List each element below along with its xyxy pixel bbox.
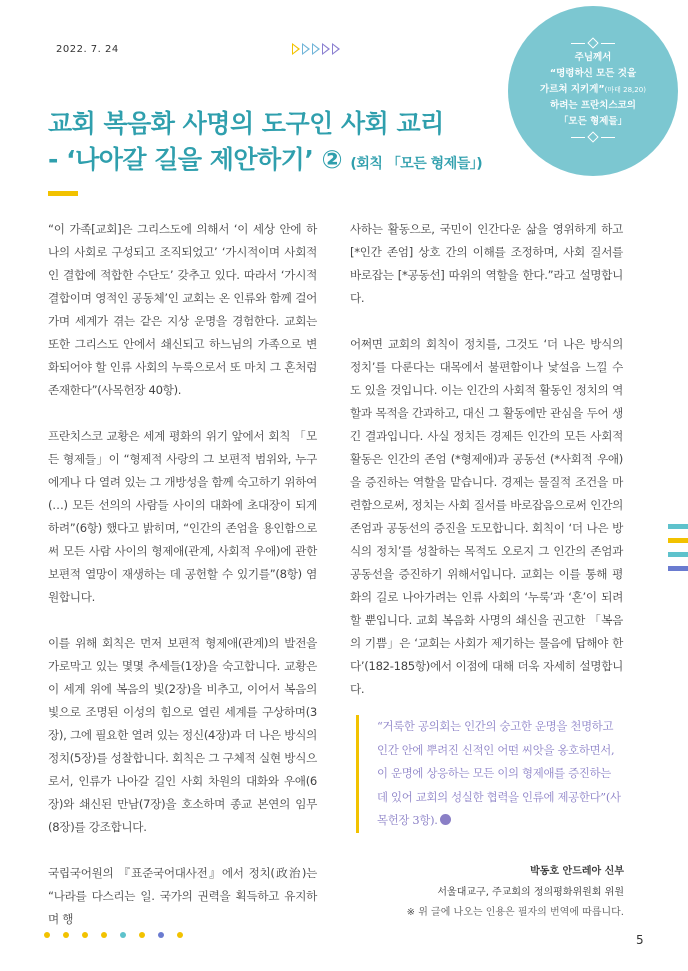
pull-quote	[356, 715, 624, 833]
arrow-decoration	[292, 43, 340, 55]
article-title-main: - ‘나아갈 길을 제안하기’ ②	[48, 145, 343, 174]
quote-text: “거룩한 공의회는 인간의 숭고한 운명을 천명하고 인간 안에 뿌려진 신적인 어떤 씨앗을 옹호하면서, 이 운명에 상응하는 모든 이의 형제애를 증진하는 데 있어 교회의 성실한 협력을 인류에 제공한다”(사목헌장 3항).	[377, 719, 621, 827]
diamond-icon	[587, 131, 598, 142]
author-block	[437, 862, 624, 898]
color-bar	[668, 566, 688, 571]
dot-icon	[101, 932, 107, 938]
dot-icon	[120, 932, 126, 938]
badge-line: “명령하신 모든 것을	[549, 68, 637, 79]
arrow-icon	[302, 43, 310, 55]
paragraph: 어쩌면 교회의 회칙이 정치를, 그것도 ‘더 나은 방식의 정치’를 다룬다는 대목에서 불편함이나 낯설음 느낄 수도 있을 것입니다. 이는 인간의 사회적 활동인 정치의 역할과 목적을 간과하고, 대신 그 활동에만 관심을 두어 생긴 결과입니다. 사실 정치든 경제든 인간의 모든 사회적 활동은 인간의 존엄 (*형제애)과 공동선 (*사회적 우애)을 증진하는 역할을 맡습니다. 경제는 물질적 조건을 마련함으로써, 정치는 사회 질서를 바로잡음으로써 인간의 존엄과 공동선의 증진을 도모합니다. 회칙이 ‘더 나은 방식의 정치’를 성찰하는 목적도 오로지 그 인간의 존엄과 공동선을 증진하기 위해서입니다. 교회는 이를 통해 평화의 길로 나아가려는 인류 사회의 ‘누룩’과 ‘혼’이 되려 할 뿐입니다. 교회 복음화 사명의 쇄신을 권고한 「복음의 기쁨」은 ‘교회는 사회가 제기하는 물음에 답해야 한다’(182-185항)에서 이점에 대해 더욱 자세히 설명합니다.	[350, 337, 623, 696]
badge-citation: (마태 28,20)	[604, 86, 646, 94]
paragraph: 사하는 활동으로, 국민이 인간다운 삶을 영위하게 하고 [*인간 존엄] 상호 간의 이해를 조정하며, 사회 질서를 바로잡는 [*공동선] 따위의 역할을 한다.”라고 설명합니다.	[350, 222, 623, 305]
translation-note: ※ 위 글에 나오는 인용은 필자의 번역에 따릅니다.	[406, 907, 624, 918]
dot-decoration	[44, 932, 183, 938]
paragraph: 프란치스코 교황은 세계 평화의 위기 앞에서 회칙 「모든 형제들」이 “형제적 사랑의 그 보편적 범위와, 누구에게나 다 열려 있는 그 개방성을 함께 숙고하기 위하여 (…) 모든 선의의 사람들 사이의 대화에 초대장이 되게 하려”(6항) 했다고 밝히며, “인간의 존엄을 용인함으로써 모든 사람 사이의 형제애(관계, 사회적 우애)에 관한 보편적 열망이 재생하는 데 공헌할 수 있기를”(8항) 염원합니다.	[48, 429, 317, 604]
paragraph: 국립국어원의 『표준국어대사전』에서 정치(政治)는 “나라를 다스리는 일. 국가의 권력을 획득하고 유지하며 행	[48, 866, 317, 926]
dot-icon	[82, 932, 88, 938]
dot-icon	[139, 932, 145, 938]
issue-date: 2022. 7. 24	[56, 44, 119, 55]
paragraph: 이를 위해 회칙은 먼저 보편적 형제애(관계)의 발전을 가로막고 있는 몇몇 추세들(1장)을 숙고합니다. 교황은 이 세계 위에 복음의 빛(2장)을 비추고, 이어서 복음의 빛으로 조명된 이성의 힘으로 열린 세계를 구상하며(3장), 그에 필요한 열려 있는 정신(4장)과 더 나은 방식의 정치(5장)를 성찰합니다. 회칙은 그 구체적 실현 방식으로서, 인류가 나아갈 길인 사회 차원의 대화와 우애(6장)와 쇄신된 만남(7장)을 호소하며 종교 본연의 임무(8장)를 강조합니다.	[48, 636, 317, 834]
dot-icon	[158, 932, 164, 938]
arrow-icon	[332, 43, 340, 55]
article-subtitle: (회칙 「모든 형제들」)	[350, 156, 483, 172]
title-underline	[48, 191, 78, 196]
arrow-icon	[312, 43, 320, 55]
diamond-ornament	[508, 38, 678, 48]
diamond-icon	[587, 37, 598, 48]
dot-icon	[44, 932, 50, 938]
dot-icon	[63, 932, 69, 938]
color-bar	[668, 524, 688, 529]
arrow-icon	[322, 43, 330, 55]
badge-line: 주님께서	[574, 52, 612, 63]
badge-line: 「모든 형제들」	[558, 116, 628, 127]
arrow-icon	[292, 43, 300, 55]
paragraph: “이 가족[교회]은 그리스도에 의해서 ‘이 세상 안에 하나의 사회로 구성되고 조직되었고’ ‘가시적이며 사회적인 결합에 적합한 수단도’ 갖추고 있다. 따라서 ‘가시적 결합이며 영적인 공동체’인 교회는 온 인류와 함께 걸어가며 세계가 겪는 같은 지상 운명을 경험한다. 교회는 또한 그리스도 안에서 쇄신되고 하느님의 가족으로 변화되어야 할 인류 사회의 누룩으로서 또 마치 그 혼처럼 존재한다”(사목헌장 40항).	[48, 222, 317, 397]
end-mark-icon	[440, 814, 451, 825]
series-badge	[508, 6, 678, 176]
left-column	[48, 218, 317, 954]
dot-icon	[177, 932, 183, 938]
color-bar	[668, 552, 688, 557]
author-name: 박동호 안드레아 신부	[530, 866, 624, 877]
badge-line: 하려는 프란치스코의	[550, 100, 636, 111]
diamond-ornament	[508, 132, 678, 142]
article-title-line1: 교회 복음화 사명의 도구인 사회 교리	[48, 109, 444, 138]
author-role: 서울대교구, 주교회의 정의평화위원회 위원	[437, 887, 624, 898]
side-tab-decoration	[668, 524, 688, 580]
color-bar	[668, 538, 688, 543]
article-title-line2	[48, 142, 482, 182]
right-column	[350, 218, 623, 724]
badge-line: 가르쳐 지키게”	[540, 84, 605, 95]
page-number: 5	[636, 933, 644, 947]
